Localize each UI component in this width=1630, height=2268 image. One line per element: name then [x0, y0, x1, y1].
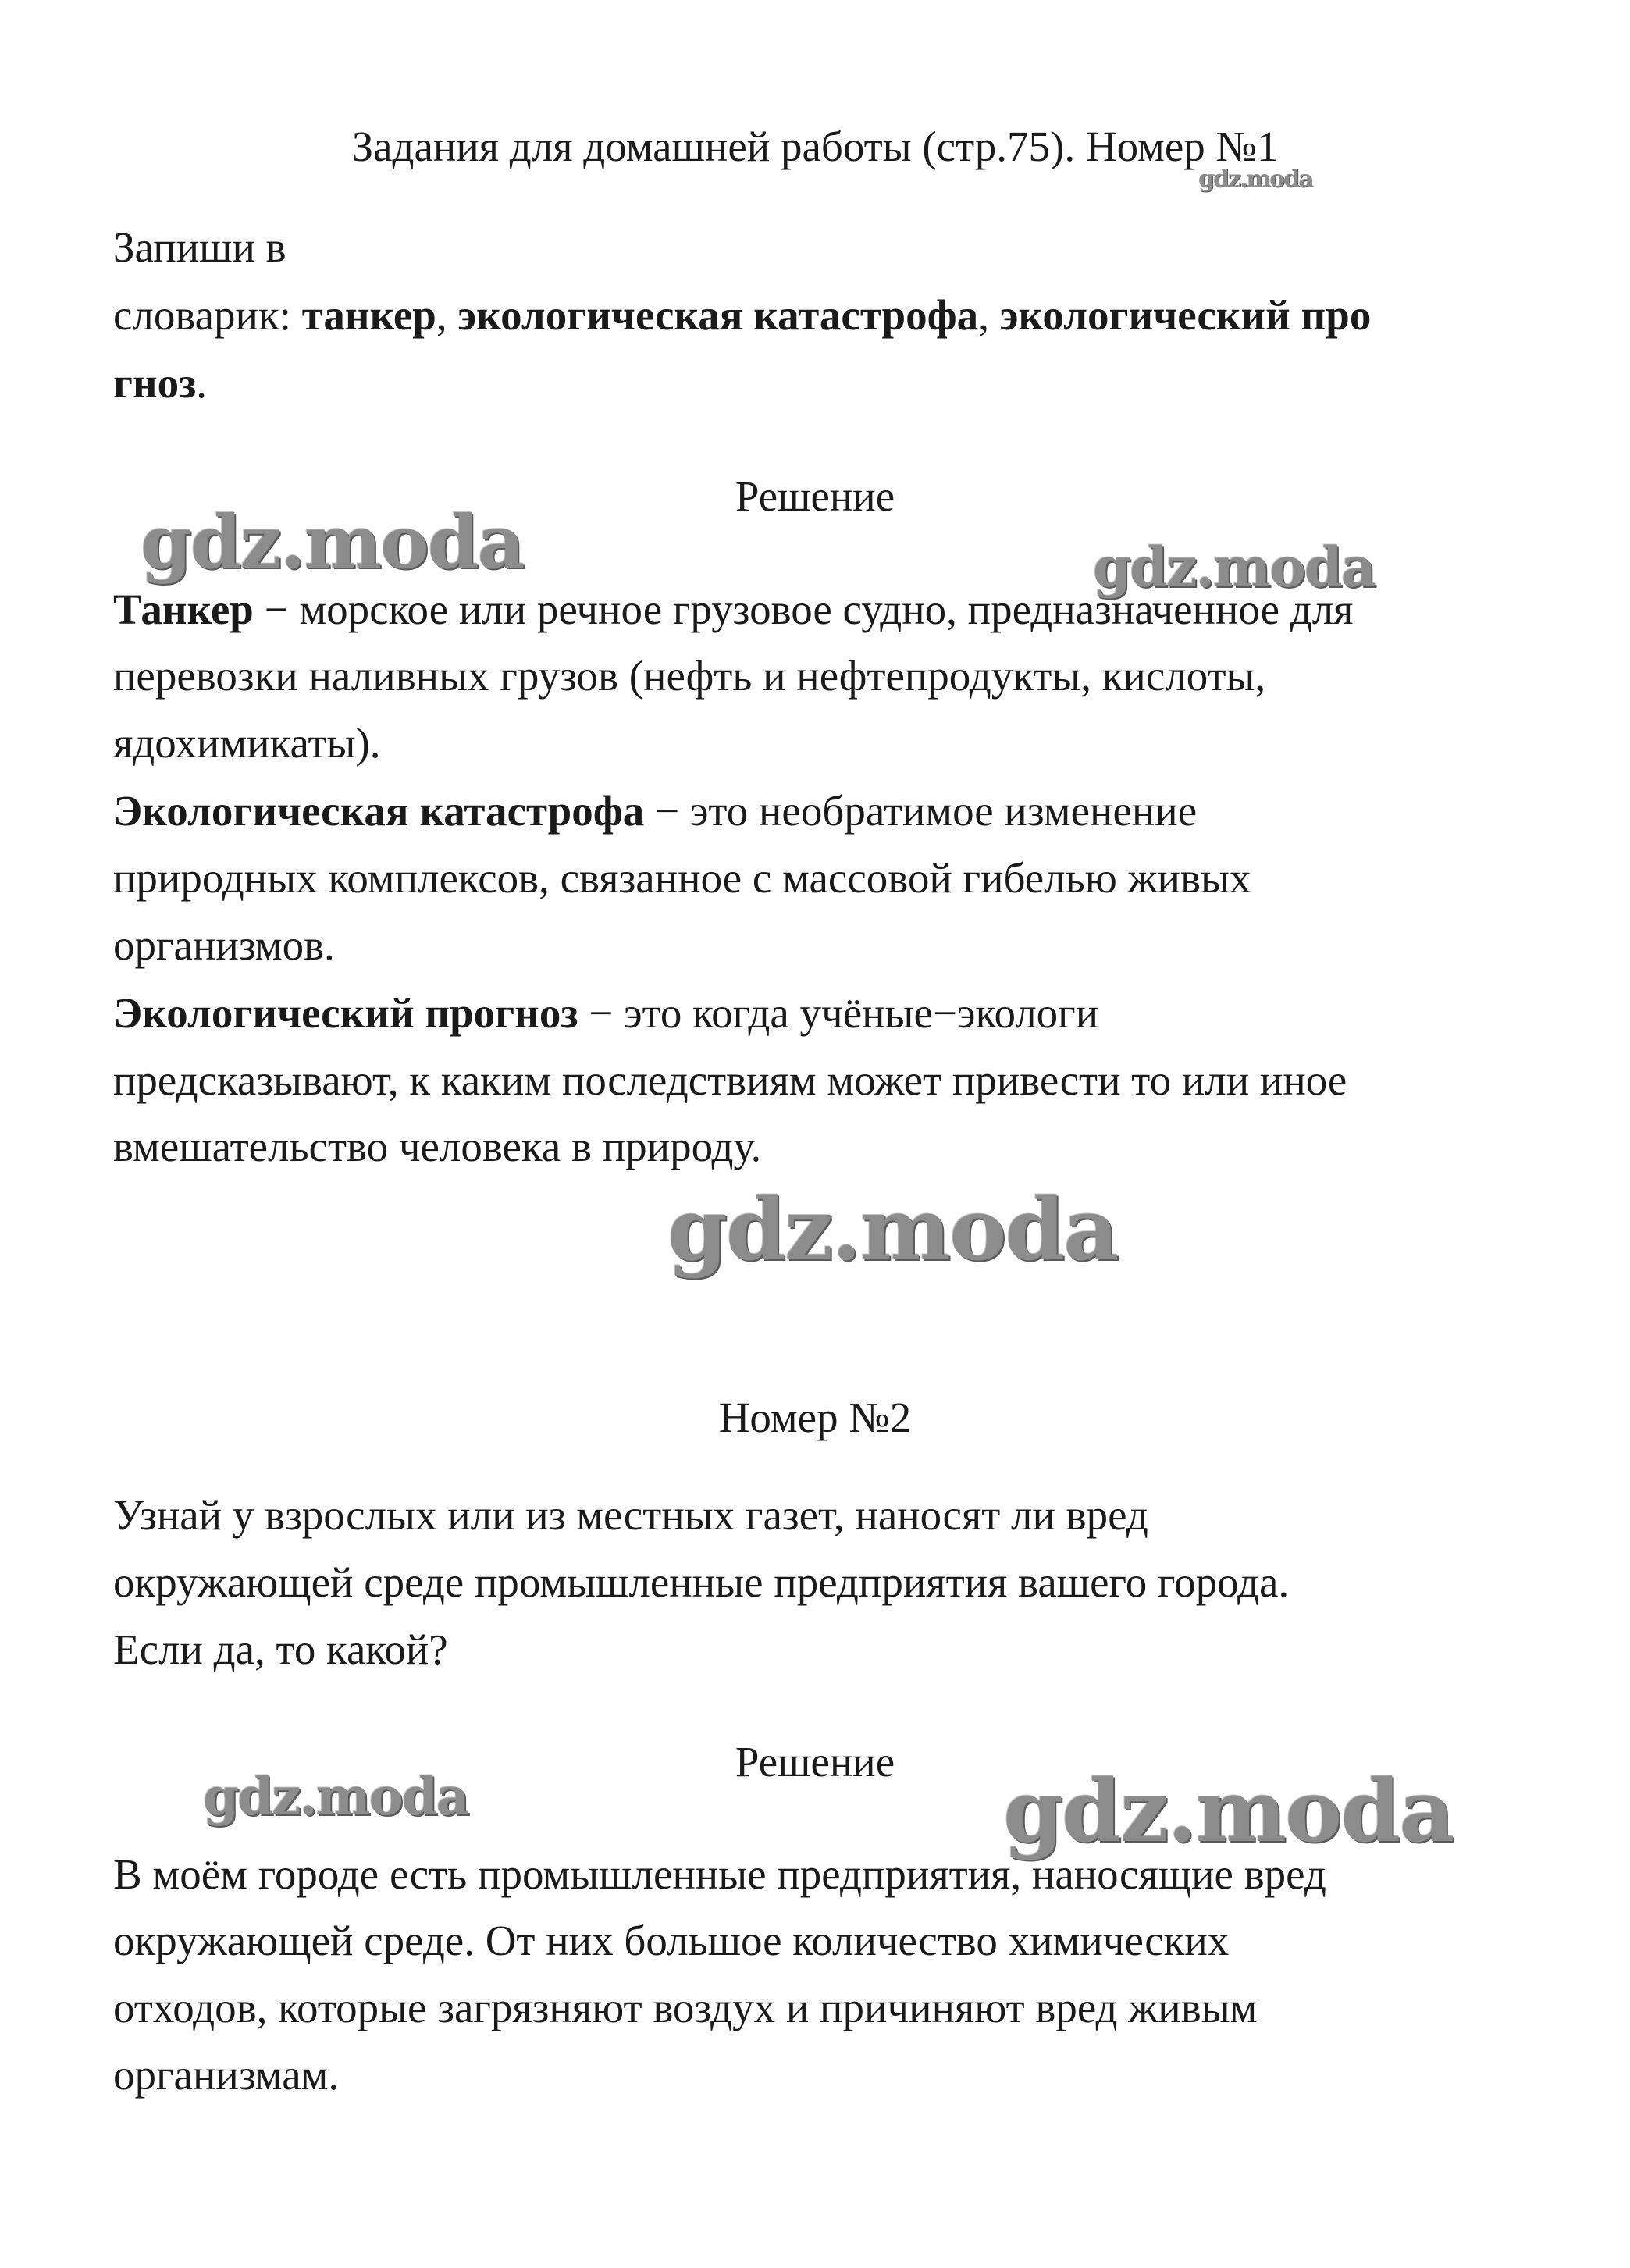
definition-forecast-line3: вмешательство человека в природу.: [113, 1123, 762, 1170]
watermark-logo: gdz.moda: [667, 1179, 1118, 1280]
solution2-heading: Решение: [735, 1738, 895, 1786]
watermark-logo: gdz.moda: [141, 500, 524, 586]
solution2-text-line4: организмам.: [113, 2051, 340, 2099]
task2-heading: Номер №2: [718, 1394, 912, 1441]
watermark-logo: gdz.moda: [1003, 1761, 1454, 1861]
watermark-logo: gdz.moda: [1093, 535, 1376, 600]
definition-forecast-line2: предсказывают, к каким последствиям может привести то или иное: [113, 1056, 1347, 1104]
term-eco-catastrophe: экологическая катастрофа: [457, 291, 979, 339]
definition-tanker-line1: Танкер − морское или речное грузовое судно, предназначенное для: [113, 586, 1354, 633]
solution2-text-line3: отходов, которые загрязняют воздух и причиняют вред живым: [113, 1984, 1258, 2031]
task1-text-line3: гноз.: [113, 359, 208, 407]
watermark-logo: gdz.moda: [203, 1766, 468, 1827]
definition-catastrophe-line3: организмов.: [113, 921, 335, 969]
solution1-heading: Решение: [735, 472, 895, 520]
watermark-logo: gdz.moda: [1198, 166, 1312, 193]
term-eco-forecast-part1: экологический про: [999, 291, 1372, 339]
term-eco-forecast-part2: гноз: [113, 359, 197, 407]
term-tanker: танкер: [301, 291, 436, 339]
definition-tanker-line3: ядохимикаты).: [113, 719, 381, 767]
task1-text-line2: словарик: танкер, экологическая катастрофа, экологический про: [113, 291, 1372, 339]
task1-heading: Задания для домашней работы (стр.75). Номер №1: [351, 123, 1279, 170]
task2-text-line1: Узнай у взрослых или из местных газет, наносят ли вред: [113, 1491, 1148, 1539]
definition-tanker-line2: перевозки наливных грузов (нефть и нефтепродукты, кислоты,: [113, 652, 1266, 700]
definition-catastrophe-line2: природных комплексов, связанное с массовой гибелью живых: [113, 854, 1251, 902]
definition-catastrophe-line1: Экологическая катастрофа − это необратимое изменение: [113, 787, 1198, 835]
task2-text-line2: окружающей среде промышленные предприятия вашего города.: [113, 1558, 1290, 1606]
solution2-text-line1: В моём городе есть промышленные предприятия, наносящие вред: [113, 1850, 1326, 1898]
definition-forecast-line1: Экологический прогноз − это когда учёные−экологи: [113, 989, 1099, 1037]
task1-text-line1: Запиши в: [113, 223, 286, 271]
solution2-text-line2: окружающей среде. От них большое количество химических: [113, 1917, 1230, 1964]
task2-text-line3: Если да, то какой?: [113, 1625, 448, 1673]
